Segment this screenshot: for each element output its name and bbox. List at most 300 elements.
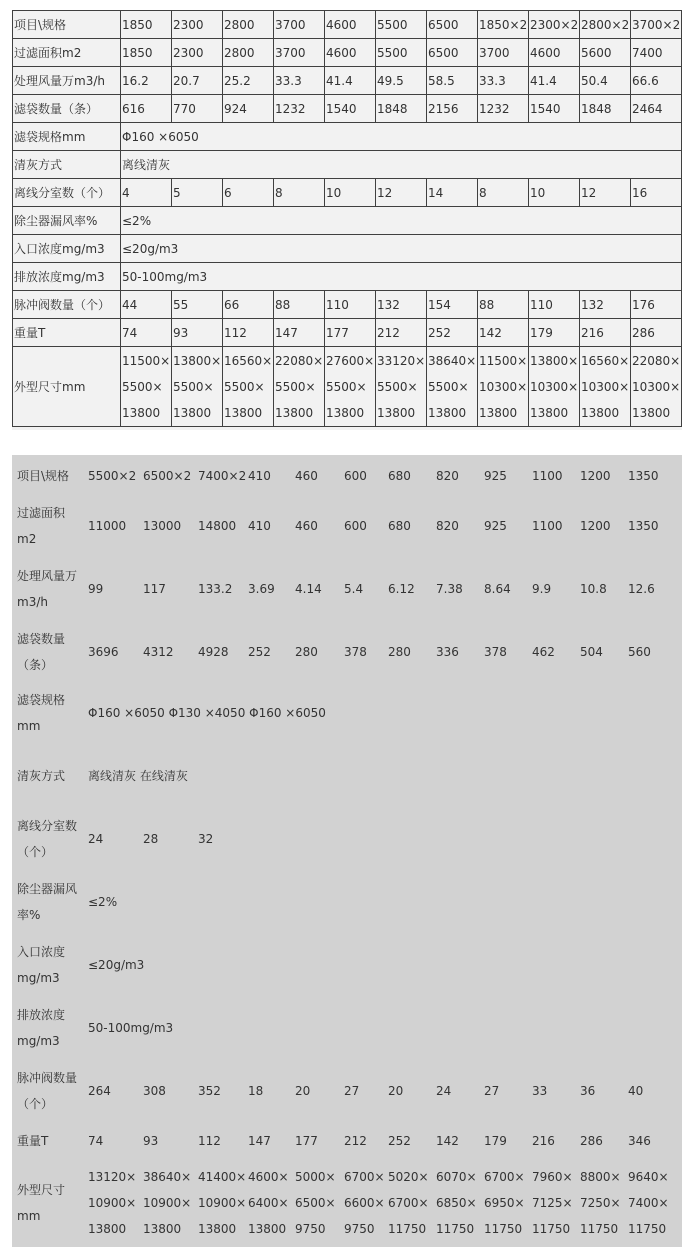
label-line: 率% xyxy=(17,907,41,922)
row-label: 项目\规格 xyxy=(13,11,121,39)
table-cell: 132 xyxy=(580,291,631,319)
table-cell xyxy=(339,807,383,870)
table-cell: 28 xyxy=(143,831,159,846)
spanned-cell: Φ160 ×6050 xyxy=(121,123,682,151)
table-cell: 308 xyxy=(143,1083,166,1098)
table-cell: 2800 xyxy=(223,11,274,39)
cell-line: 5020× xyxy=(388,1169,429,1184)
cell-line: 5500× xyxy=(122,379,163,394)
cell-stack xyxy=(484,1164,527,1242)
table-cell: 2300 xyxy=(172,11,223,39)
row-label xyxy=(12,623,83,681)
spec-table-1 xyxy=(12,10,682,430)
spanned-cell: Φ160 ×6050 Φ130 ×4050 Φ160 ×6050 xyxy=(88,706,326,720)
row-label xyxy=(12,807,83,870)
table-cell: 33.3 xyxy=(478,67,529,95)
row-label: 排放浓度mg/m3 xyxy=(13,263,121,291)
cell-line: 22080× xyxy=(632,353,681,368)
table-cell: 132 xyxy=(376,291,427,319)
table-cell: 179 xyxy=(484,1134,507,1148)
spanned-cell: 离线清灰 在线清灰 xyxy=(88,769,188,783)
table-cell: 3700×2 xyxy=(631,11,682,39)
table-cell: 1350 xyxy=(628,519,659,533)
label-line: 入口浓度 xyxy=(17,944,66,959)
table-row xyxy=(12,996,682,1059)
table-cell: 16 xyxy=(631,179,682,207)
table-cell: 7400 xyxy=(631,39,682,67)
table-row xyxy=(13,39,682,67)
table-cell: 154 xyxy=(427,291,478,319)
cell-line: 13800 xyxy=(224,405,263,420)
row-label: 过滤面积m2 xyxy=(13,39,121,67)
table-cell: 25.2 xyxy=(223,67,274,95)
table-cell: 93 xyxy=(172,319,223,347)
table-cell: 7400×2 xyxy=(198,469,247,483)
table-cell: 58.5 xyxy=(427,67,478,95)
table-cell: 264 xyxy=(88,1083,111,1098)
cell-line: 13800 xyxy=(479,405,518,420)
table-cell: 504 xyxy=(580,645,603,659)
table-cell: 7.38 xyxy=(436,582,463,596)
cell-line: 5500× xyxy=(326,379,367,394)
table-cell: 10.8 xyxy=(580,582,607,596)
cell-line: 6950× xyxy=(484,1195,525,1210)
table-cell: 3700 xyxy=(274,11,325,39)
label-line: （个） xyxy=(17,844,54,859)
table-cell: 11000 xyxy=(88,519,127,533)
cell-line: 22080× xyxy=(275,353,324,368)
label-line: （个） xyxy=(17,1096,54,1111)
cell-line: 13800× xyxy=(530,353,579,368)
cell-line: 13800 xyxy=(122,405,161,420)
table-cell: 820 xyxy=(436,469,459,483)
table-cell: 33.3 xyxy=(274,67,325,95)
table-cell: 4312 xyxy=(143,645,174,659)
cell-stack xyxy=(344,1164,383,1242)
cell-line: 5500× xyxy=(428,379,469,394)
table-row xyxy=(13,263,682,291)
table-row xyxy=(12,933,682,996)
table-cell: 352 xyxy=(198,1083,221,1098)
table-cell: 40 xyxy=(628,1083,644,1098)
table-cell: 4928 xyxy=(198,645,229,659)
table-cell xyxy=(527,807,575,870)
table-cell: 20.7 xyxy=(172,67,223,95)
table-cell: 1850 xyxy=(121,11,172,39)
cell-line: 11500× xyxy=(479,353,528,368)
table-cell: 66.6 xyxy=(631,67,682,95)
cell-line: 38640× xyxy=(143,1169,192,1184)
table-cell: 286 xyxy=(580,1134,603,1148)
table-cell: 112 xyxy=(198,1134,221,1148)
table-cell: 600 xyxy=(344,469,367,483)
table-row xyxy=(13,95,682,123)
cell-line: 10900× xyxy=(198,1195,247,1210)
row-label: 离线分室数（个） xyxy=(13,179,121,207)
cell-line: 5000× xyxy=(295,1169,336,1184)
label-line: 滤袋数量 xyxy=(17,632,66,646)
spanned-cell: ≤20g/m3 xyxy=(88,957,145,972)
table-cell xyxy=(274,347,325,427)
table-cell: 133.2 xyxy=(198,582,233,596)
table-cell xyxy=(527,1160,575,1245)
table-cell: 74 xyxy=(121,319,172,347)
table-cell: 1200 xyxy=(580,519,611,533)
table-cell: 13000 xyxy=(143,519,182,533)
table-cell: 10 xyxy=(325,179,376,207)
label-line: 过滤面积 xyxy=(17,506,66,520)
spanned-cell: 离线清灰 xyxy=(121,151,682,179)
table-cell: 27 xyxy=(344,1083,360,1098)
table-cell xyxy=(631,347,682,427)
cell-line: 6850× xyxy=(436,1195,477,1210)
table-cell: 2300 xyxy=(172,39,223,67)
table-cell: 212 xyxy=(344,1134,367,1148)
cell-line: 13800× xyxy=(173,353,222,368)
table-row xyxy=(12,1160,682,1245)
table-row xyxy=(12,681,682,745)
table-cell: 3696 xyxy=(88,645,119,659)
spanned-cell: 50-100mg/m3 xyxy=(121,263,682,291)
table-cell: 9.9 xyxy=(532,582,552,596)
table-cell: 24 xyxy=(88,831,104,846)
table-cell: 5500 xyxy=(376,11,427,39)
table-cell: 12.6 xyxy=(628,582,655,596)
table-cell xyxy=(431,1160,479,1245)
table-cell: 212 xyxy=(376,319,427,347)
label-line: 脉冲阀数量 xyxy=(17,1070,78,1085)
table-cell: 49.5 xyxy=(376,67,427,95)
spanned-cell: 50-100mg/m3 xyxy=(88,1020,174,1035)
table-row xyxy=(13,151,682,179)
table-cell: 6500×2 xyxy=(143,469,192,483)
table-cell: 3.69 xyxy=(248,582,275,596)
cell-line: 8800× xyxy=(580,1169,621,1184)
cell-line: 5500× xyxy=(275,379,316,394)
cell-line: 16560× xyxy=(224,353,273,368)
table-cell: 177 xyxy=(295,1134,318,1148)
table-cell: 1540 xyxy=(325,95,376,123)
table-cell: 346 xyxy=(628,1134,651,1148)
table-cell: 4600 xyxy=(325,39,376,67)
table-cell: 8 xyxy=(274,179,325,207)
table-row xyxy=(12,870,682,933)
table-cell xyxy=(290,807,339,870)
table-cell: 117 xyxy=(143,582,166,596)
table-row xyxy=(12,555,682,623)
cell-line: 6400× xyxy=(248,1195,289,1210)
cell-line: 33120× xyxy=(377,353,426,368)
table-cell: 142 xyxy=(436,1134,459,1148)
cell-line: 10300× xyxy=(581,379,630,394)
table-cell: 20 xyxy=(295,1083,311,1098)
table-cell xyxy=(427,347,478,427)
table-cell: 770 xyxy=(172,95,223,123)
table-cell: 252 xyxy=(248,645,271,659)
spanned-cell: ≤20g/m3 xyxy=(121,235,682,263)
table-cell: 4.14 xyxy=(295,582,322,596)
table-row xyxy=(13,235,682,263)
table-cell xyxy=(623,1160,682,1245)
table-cell: 252 xyxy=(388,1134,411,1148)
cell-line: 13800 xyxy=(173,405,212,420)
table-cell: 378 xyxy=(344,645,367,659)
cell-line: 10300× xyxy=(530,379,579,394)
table-cell: 460 xyxy=(295,469,318,483)
table-cell: 410 xyxy=(248,469,271,483)
table-cell xyxy=(623,807,682,870)
cell-stack xyxy=(532,1164,575,1242)
table-cell: 1540 xyxy=(529,95,580,123)
table-cell xyxy=(172,347,223,427)
cell-line: 10300× xyxy=(479,379,528,394)
row-label: 重量T xyxy=(13,319,121,347)
table-cell: 616 xyxy=(121,95,172,123)
table-cell: 88 xyxy=(274,291,325,319)
cell-line: 10900× xyxy=(143,1195,192,1210)
table-cell: 5600 xyxy=(580,39,631,67)
label-line: 外型尺寸 xyxy=(17,1182,66,1197)
table-cell: 216 xyxy=(580,319,631,347)
table-cell: 36 xyxy=(580,1083,596,1098)
table-row xyxy=(12,745,682,807)
label-line: 处理风量万 xyxy=(17,569,78,583)
row-label: 入口浓度mg/m3 xyxy=(13,235,121,263)
table-cell: 179 xyxy=(529,319,580,347)
table-cell xyxy=(223,347,274,427)
table-cell xyxy=(580,347,631,427)
cell-line: 11750 xyxy=(388,1221,427,1236)
table-cell: 2156 xyxy=(427,95,478,123)
table-cell: 110 xyxy=(529,291,580,319)
label-line: 滤袋规格 xyxy=(17,693,66,707)
row-label xyxy=(12,681,83,745)
table-cell xyxy=(479,807,527,870)
table-cell: 3700 xyxy=(478,39,529,67)
table-cell: 5500×2 xyxy=(88,469,137,483)
table-cell: 112 xyxy=(223,319,274,347)
table-cell: 280 xyxy=(388,645,411,659)
table-cell xyxy=(575,807,623,870)
row-label xyxy=(12,745,83,807)
row-label xyxy=(12,1122,83,1160)
cell-line: 6500× xyxy=(295,1195,336,1210)
table-cell xyxy=(479,1160,527,1245)
row-label xyxy=(12,555,83,623)
label-line: 清灰方式 xyxy=(17,769,66,783)
table-cell: 44 xyxy=(121,291,172,319)
cell-line: 13800 xyxy=(428,405,467,420)
label-line: m3/h xyxy=(17,595,48,609)
table-cell: 66 xyxy=(223,291,274,319)
table-cell: 32 xyxy=(198,831,214,846)
table-cell xyxy=(243,1160,290,1245)
table-cell xyxy=(339,1160,383,1245)
row-label xyxy=(12,933,83,996)
table-cell: 14800 xyxy=(198,519,237,533)
cell-stack xyxy=(248,1164,290,1242)
table-row xyxy=(13,123,682,151)
cell-line: 13800 xyxy=(198,1221,237,1236)
cell-line: 11500× xyxy=(122,353,171,368)
spec-table-1-grid xyxy=(12,10,682,427)
table-row xyxy=(13,11,682,39)
table-cell: 55 xyxy=(172,291,223,319)
cell-line: 13800 xyxy=(143,1221,182,1236)
table-cell: 33 xyxy=(532,1083,548,1098)
table-cell: 6500 xyxy=(427,39,478,67)
table-cell: 460 xyxy=(295,519,318,533)
table-cell: 680 xyxy=(388,469,411,483)
label-line: m2 xyxy=(17,532,37,546)
table-cell: 286 xyxy=(631,319,682,347)
table-row xyxy=(13,347,682,427)
table-row xyxy=(12,1122,682,1160)
cell-line: 5500× xyxy=(377,379,418,394)
row-label xyxy=(12,996,83,1059)
cell-line: 16560× xyxy=(581,353,630,368)
table-cell: 3700 xyxy=(274,39,325,67)
cell-line: 13800 xyxy=(581,405,620,420)
table-row xyxy=(12,623,682,681)
cell-line: 11750 xyxy=(532,1221,571,1236)
table-cell: 1848 xyxy=(580,95,631,123)
table-cell: 10 xyxy=(529,179,580,207)
cell-line: 11750 xyxy=(580,1221,619,1236)
cell-stack xyxy=(580,1164,623,1242)
table-cell: 147 xyxy=(248,1134,271,1148)
table-cell: 410 xyxy=(248,519,271,533)
label-line: 重量T xyxy=(17,1134,49,1148)
label-line: mg/m3 xyxy=(17,1033,60,1048)
row-label xyxy=(12,1059,83,1122)
table-cell: 41.4 xyxy=(529,67,580,95)
table-cell xyxy=(478,347,529,427)
table-cell: 462 xyxy=(532,645,555,659)
table-cell: 2464 xyxy=(631,95,682,123)
spec-table-2-grid xyxy=(12,455,682,1245)
table-cell: 216 xyxy=(532,1134,555,1148)
spanned-cell: ≤2% xyxy=(88,894,118,909)
row-label: 清灰方式 xyxy=(13,151,121,179)
cell-line: 27600× xyxy=(326,353,375,368)
cell-line: 38640× xyxy=(428,353,477,368)
cell-stack xyxy=(143,1164,193,1242)
table-cell: 14 xyxy=(427,179,478,207)
table-cell: 8.64 xyxy=(484,582,511,596)
table-cell: 1848 xyxy=(376,95,427,123)
table-cell: 5 xyxy=(172,179,223,207)
table-cell: 5500 xyxy=(376,39,427,67)
cell-line: 7250× xyxy=(580,1195,621,1210)
table-cell xyxy=(121,347,172,427)
table-cell: 1232 xyxy=(274,95,325,123)
table-cell: 24 xyxy=(436,1083,452,1098)
cell-line: 6700× xyxy=(388,1195,429,1210)
table-row xyxy=(12,807,682,870)
table-cell xyxy=(290,1160,339,1245)
table-cell: 147 xyxy=(274,319,325,347)
table-cell: 8 xyxy=(478,179,529,207)
table-cell: 88 xyxy=(478,291,529,319)
label-line: 项目\规格 xyxy=(17,469,70,483)
table-cell: 1200 xyxy=(580,469,611,483)
row-label: 外型尺寸mm xyxy=(13,347,121,427)
cell-line: 7400× xyxy=(628,1195,669,1210)
table-cell xyxy=(529,347,580,427)
table-cell: 6 xyxy=(223,179,274,207)
cell-line: 13800 xyxy=(632,405,671,420)
cell-line: 13800 xyxy=(377,405,416,420)
cell-stack xyxy=(436,1164,479,1242)
table-row xyxy=(12,455,682,497)
label-line: 排放浓度 xyxy=(17,1007,66,1022)
table-cell: 93 xyxy=(143,1134,159,1148)
table-cell: 110 xyxy=(325,291,376,319)
cell-line: 13800 xyxy=(275,405,314,420)
cell-line: 11750 xyxy=(628,1221,667,1236)
spanned-cell: ≤2% xyxy=(121,207,682,235)
table-cell: 600 xyxy=(344,519,367,533)
table-cell xyxy=(383,807,431,870)
table-cell xyxy=(376,347,427,427)
table-cell: 378 xyxy=(484,645,507,659)
row-label: 处理风量万m3/h xyxy=(13,67,121,95)
cell-line: 13800 xyxy=(88,1221,127,1236)
label-line: mg/m3 xyxy=(17,970,60,985)
table-cell: 2300×2 xyxy=(529,11,580,39)
table-cell: 1350 xyxy=(628,469,659,483)
cell-line: 10300× xyxy=(632,379,681,394)
cell-line: 13800 xyxy=(248,1221,287,1236)
spec-table-2 xyxy=(12,455,682,1247)
table-cell: 50.4 xyxy=(580,67,631,95)
cell-line: 13120× xyxy=(88,1169,137,1184)
cell-line: 9750 xyxy=(295,1221,326,1236)
cell-line: 7125× xyxy=(532,1195,573,1210)
table-row xyxy=(13,207,682,235)
row-label xyxy=(12,455,83,497)
label-line: （条） xyxy=(17,658,54,672)
table-cell: 1100 xyxy=(532,469,563,483)
table-cell: 12 xyxy=(376,179,427,207)
table-cell xyxy=(383,1160,431,1245)
label-line: mm xyxy=(17,719,41,733)
cell-line: 7960× xyxy=(532,1169,573,1184)
label-line: 除尘器漏风 xyxy=(17,881,78,896)
cell-line: 6700× xyxy=(344,1169,385,1184)
cell-line: 6600× xyxy=(344,1195,385,1210)
table-row xyxy=(13,319,682,347)
table-cell: 27 xyxy=(484,1083,500,1098)
table-cell: 680 xyxy=(388,519,411,533)
table-row xyxy=(12,497,682,555)
row-label xyxy=(12,497,83,555)
cell-line: 5500× xyxy=(224,379,265,394)
table-cell: 280 xyxy=(295,645,318,659)
label-line: mm xyxy=(17,1208,41,1223)
cell-stack xyxy=(388,1164,431,1242)
table-row xyxy=(13,291,682,319)
cell-line: 6070× xyxy=(436,1169,477,1184)
row-label: 脉冲阀数量（个） xyxy=(13,291,121,319)
table-cell: 4600 xyxy=(325,11,376,39)
table-cell: 5.4 xyxy=(344,582,364,596)
cell-line: 6700× xyxy=(484,1169,525,1184)
table-cell xyxy=(138,1160,193,1245)
row-label xyxy=(12,870,83,933)
row-label: 滤袋数量（条） xyxy=(13,95,121,123)
